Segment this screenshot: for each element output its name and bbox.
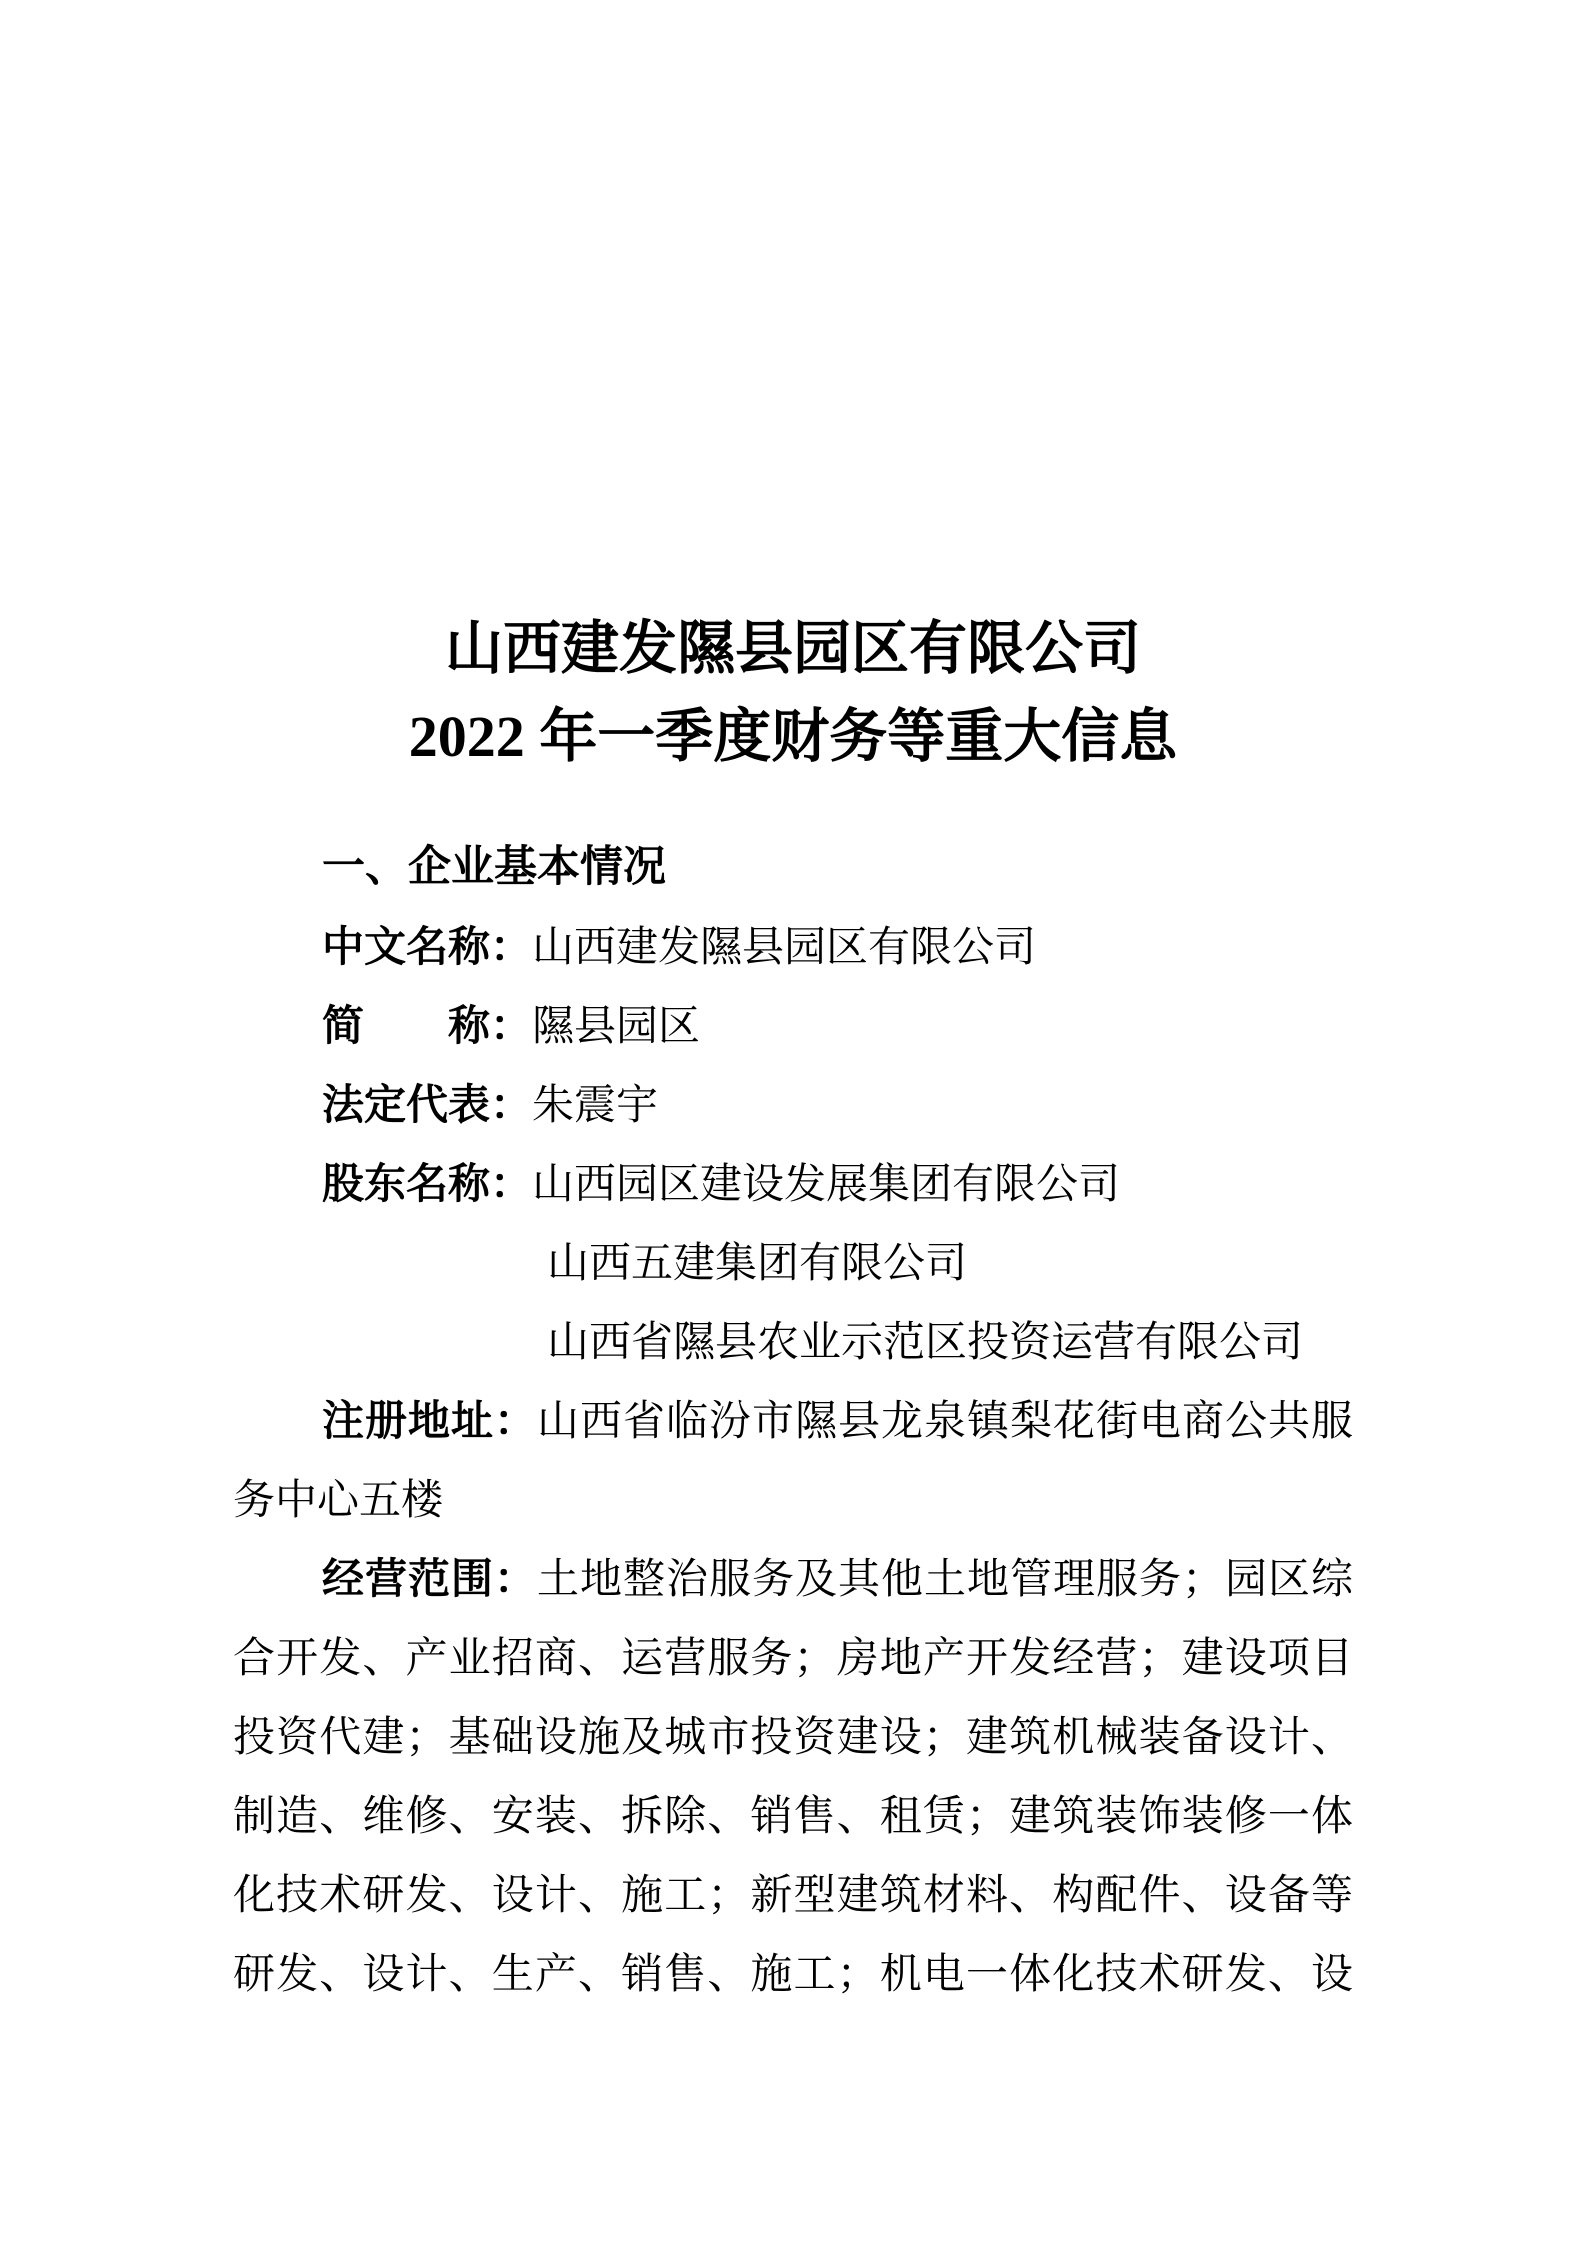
document-body	[233, 909, 1353, 2015]
field-row-shareholders	[233, 1146, 1353, 1225]
field-row-registered-address	[233, 1383, 1353, 1462]
document-title-line1: 山西建发隰县园区有限公司	[444, 616, 1141, 681]
section-heading: 一、企业基本情况	[322, 843, 666, 891]
field-value-chinese-name: 山西建发隰县园区有限公司	[532, 925, 1037, 971]
field-label-shareholders: 股东名称：	[322, 1162, 533, 1208]
document-title	[233, 605, 1353, 781]
field-label-business-scope: 经营范围：	[322, 1557, 537, 1603]
business-scope-line-4: 制造、维修、安装、拆除、销售、租赁；建筑装饰装修一体	[233, 1794, 1353, 1840]
field-row-business-scope	[233, 1541, 1353, 1620]
shareholder-line-3: 山西省隰县农业示范区投资运营有限公司	[547, 1320, 1304, 1366]
field-label-short-name: 简 称：	[322, 1004, 533, 1050]
field-label-legal-representative: 法定代表：	[322, 1083, 533, 1129]
business-scope-line-6: 研发、设计、生产、销售、施工；机电一体化技术研发、设	[233, 1952, 1353, 1998]
field-value-short-name: 隰县园区	[532, 1004, 701, 1050]
field-row-legal-representative	[233, 1067, 1353, 1146]
field-label-chinese-name: 中文名称：	[322, 925, 533, 971]
field-row-short-name	[233, 988, 1353, 1067]
business-scope-line-3: 投资代建；基础设施及城市投资建设；建筑机械装备设计、	[233, 1715, 1353, 1761]
field-value-shareholder-1: 山西园区建设发展集团有限公司	[532, 1162, 1121, 1208]
document-title-line2: 2022 年一季度财务等重大信息	[408, 704, 1178, 769]
shareholder-line-2: 山西五建集团有限公司	[547, 1241, 968, 1287]
business-scope-line-5: 化技术研发、设计、施工；新型建筑材料、构配件、设备等	[233, 1873, 1353, 1919]
business-scope-line-2: 合开发、产业招商、运营服务；房地产开发经营；建设项目	[233, 1636, 1353, 1682]
field-value-business-scope: 土地整治服务及其他土地管理服务；园区综	[537, 1557, 1353, 1603]
registered-address-continuation: 务中心五楼	[233, 1478, 444, 1524]
field-label-registered-address: 注册地址：	[322, 1399, 537, 1445]
field-row-chinese-name	[233, 909, 1353, 988]
field-value-legal-representative: 朱震宇	[532, 1083, 659, 1129]
field-value-registered-address: 山西省临汾市隰县龙泉镇梨花街电商公共服	[537, 1399, 1353, 1445]
